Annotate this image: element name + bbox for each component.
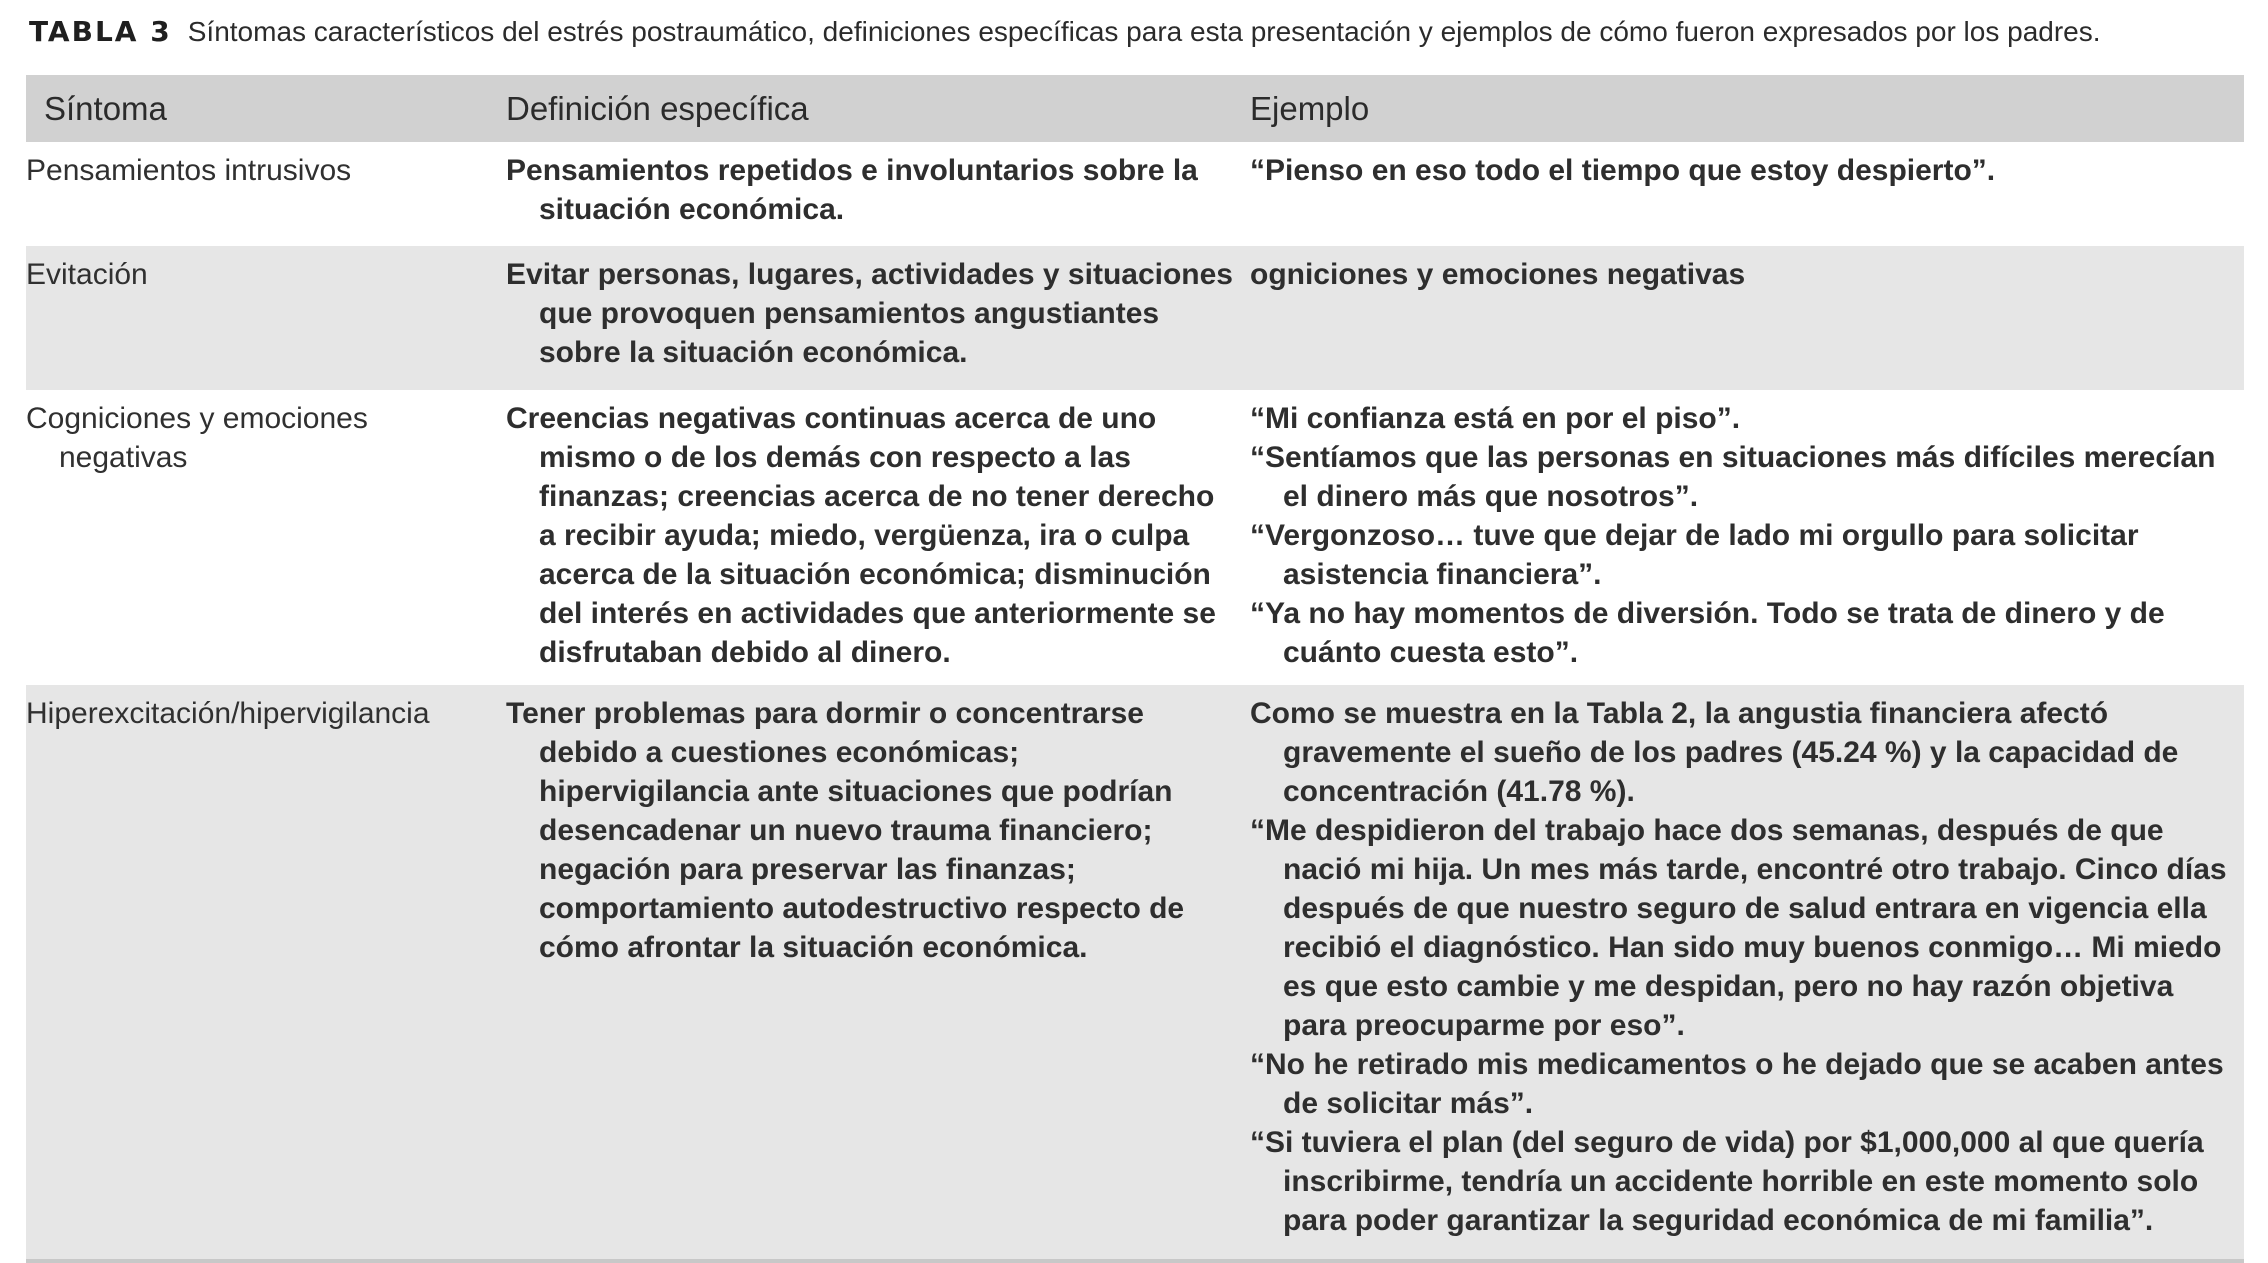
example-quote: “Me despidieron del trabajo hace dos semanas, después de que nació mi hija. Un mes más tarde, encontré otro trabajo. Cinco días después de que nuestro seguro de salud entrara en vigencia ella recibió el diagnóstico. Han sido muy buenos conmigo… Mi miedo es que esto cambie y me despidan, pero no hay razón objetiva para preocuparme por eso”.: [1250, 814, 2227, 1042]
header-symptom: Síntoma: [44, 90, 167, 127]
table-bottom-rule: [26, 1259, 2244, 1263]
example-cell: [1250, 390, 2244, 685]
header-definition: Definición específica: [506, 90, 809, 127]
symptom-cell: Hiperexcitación/hipervigilancia: [26, 697, 430, 730]
definition-cell: Pensamientos repetidos e involuntarios sobre la situación económica.: [506, 154, 1198, 226]
example-quote: “Sentíamos que las personas en situaciones más difíciles merecían el dinero más que nosotros”.: [1250, 441, 2216, 513]
symptom-cell: Evitación: [26, 258, 148, 291]
table-row: [26, 390, 2244, 685]
example-cell: [1250, 142, 2244, 246]
example-quote: ogniciones y emociones negativas: [1250, 258, 1746, 291]
example-quote: “Si tuviera el plan (del seguro de vida) por $1,000,000 al que quería inscribirme, tendría un accidente horrible en este momento solo para poder garantizar la seguridad económica de mi familia”.: [1250, 1126, 2204, 1237]
table-row: [26, 142, 2244, 246]
example-quote: Como se muestra en la Tabla 2, la angustia financiera afectó gravemente el sueño de los padres (45.24 %) y la capacidad de concentración (41.78 %).: [1250, 697, 2179, 808]
table-caption: [29, 12, 2249, 52]
table-row: [26, 685, 2244, 1259]
ptsd-symptoms-table: [26, 75, 2244, 1263]
example-quote: “Vergonzoso… tuve que dejar de lado mi orgullo para solicitar asistencia financiera”.: [1250, 519, 2139, 591]
table-label: TABLA 3: [29, 15, 172, 48]
example-quote: “Ya no hay momentos de diversión. Todo se trata de dinero y de cuánto cuesta esto”.: [1250, 597, 2165, 669]
example-quote: “Mi confianza está en por el piso”.: [1250, 402, 1741, 435]
example-cell: [1250, 685, 2244, 1259]
definition-cell: Tener problemas para dormir o concentrarse debido a cuestiones económicas; hipervigilancia ante situaciones que podrían desencadenar un nuevo trauma financiero; negación para preservar las finanzas; comportamiento autodestructivo respecto de cómo afrontar la situación económica.: [506, 697, 1185, 964]
symptom-cell: Cogniciones y emociones negativas: [26, 402, 368, 474]
example-quote: “Pienso en eso todo el tiempo que estoy despierto”.: [1250, 154, 1996, 187]
symptom-cell: Pensamientos intrusivos: [26, 154, 352, 187]
definition-cell: Creencias negativas continuas acerca de uno mismo o de los demás con respecto a las finanzas; creencias acerca de no tener derecho a recibir ayuda; miedo, vergüenza, ira o culpa acerca de la situación económica; disminución del interés en actividades que anteriormente se disfrutaban debido al dinero.: [506, 402, 1216, 669]
table-header-row: [26, 75, 2244, 142]
table-row: [26, 246, 2244, 390]
table-caption-text: Síntomas característicos del estrés postraumático, definiciones específicas para esta presentación y ejemplos de cómo fueron expresados por los padres.: [187, 16, 2101, 47]
example-quote: “No he retirado mis medicamentos o he dejado que se acaben antes de solicitar más”.: [1250, 1048, 2224, 1120]
definition-cell: Evitar personas, lugares, actividades y situaciones que provoquen pensamientos angustiantes sobre la situación económica.: [506, 258, 1233, 369]
example-cell: [1250, 246, 2244, 390]
header-example: Ejemplo: [1250, 90, 1370, 127]
